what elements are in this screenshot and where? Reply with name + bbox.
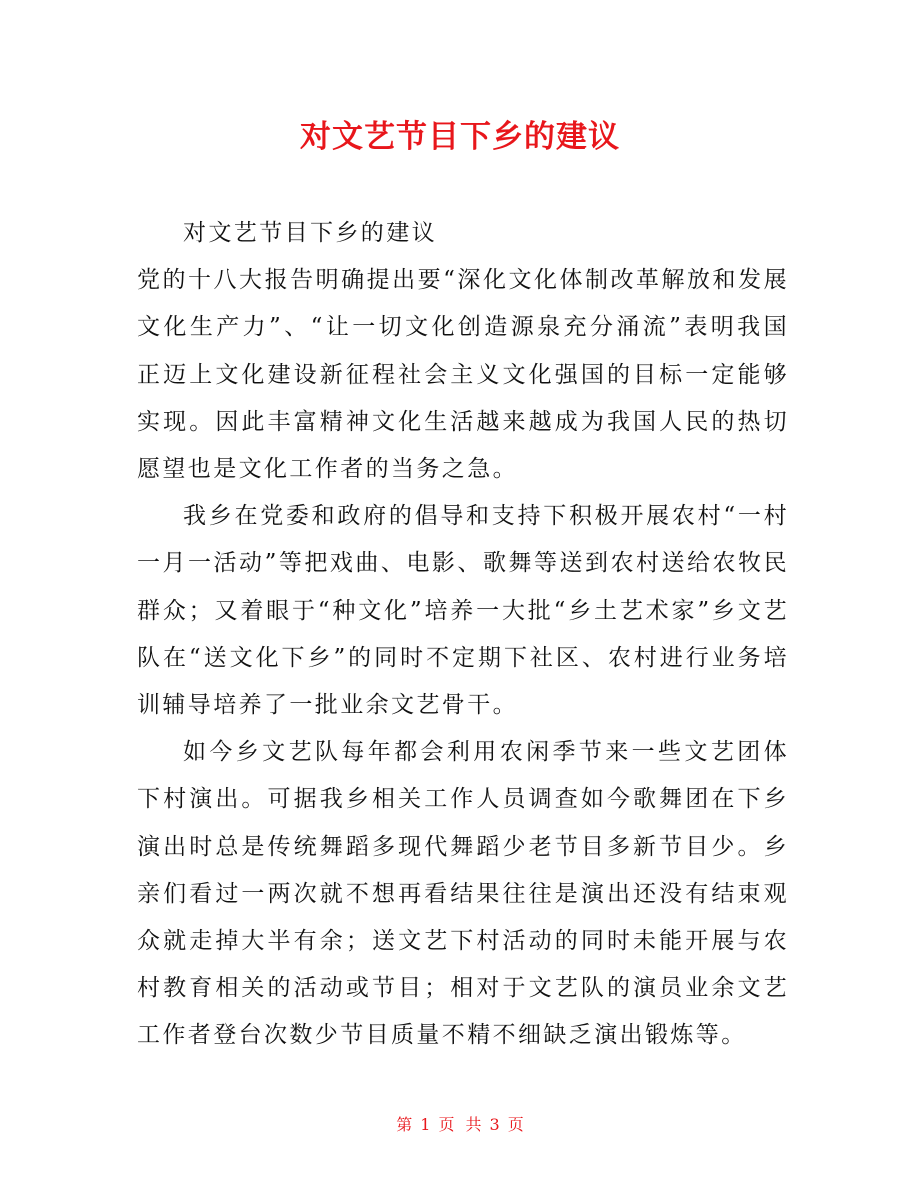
footer-total-pages: 3 [489, 1115, 500, 1134]
document-title: 对文艺节目下乡的建议 [300, 119, 620, 155]
paragraph-problems: 如今乡文艺队每年都会利用农闲季节来一些文艺团体下村演出。可据我乡相关工作人员调查如今歌舞团在下乡演出时总是传统舞蹈多现代舞蹈少老节目多新节目少。乡亲们看过一两次就不想再看结果往往是演出还没有结束观众就走掉大半有余；送文艺下村活动的同时未能开展与农村教育相关的活动或节目；相对于文艺队的演员业余文艺工作者登台次数少节目质量不精不细缺乏演出锻炼等。 [137, 739, 789, 1049]
document-body [137, 210, 789, 1060]
footer-current-page: 1 [420, 1115, 431, 1134]
page-number-footer [0, 1112, 920, 1138]
footer-middle: 页 共 [438, 1115, 482, 1134]
paragraph-activities: 我乡在党委和政府的倡导和支持下积极开展农村“一村一月一活动”等把戏曲、电影、歌舞等送到农村送给农牧民群众；又着眼于“种文化”培养一大批“乡土艺术家”乡文艺队在“送文化下乡”的同时不定期下社区、农村进行业务培训辅导培养了一批业余文艺骨干。 [137, 503, 789, 719]
paragraph-intro: 党的十八大报告明确提出要“深化文化体制改革解放和发展文化生产力”、“让一切文化创造源泉充分涌流”表明我国正迈上文化建设新征程社会主义文化强国的目标一定能够实现。因此丰富精神文化生活越来越成为我国人民的热切愿望也是文化工作者的当务之急。 [137, 267, 789, 483]
footer-prefix: 第 [396, 1115, 413, 1134]
paragraph-subtitle: 对文艺节目下乡的建议 [183, 220, 437, 246]
footer-suffix: 页 [507, 1115, 524, 1134]
